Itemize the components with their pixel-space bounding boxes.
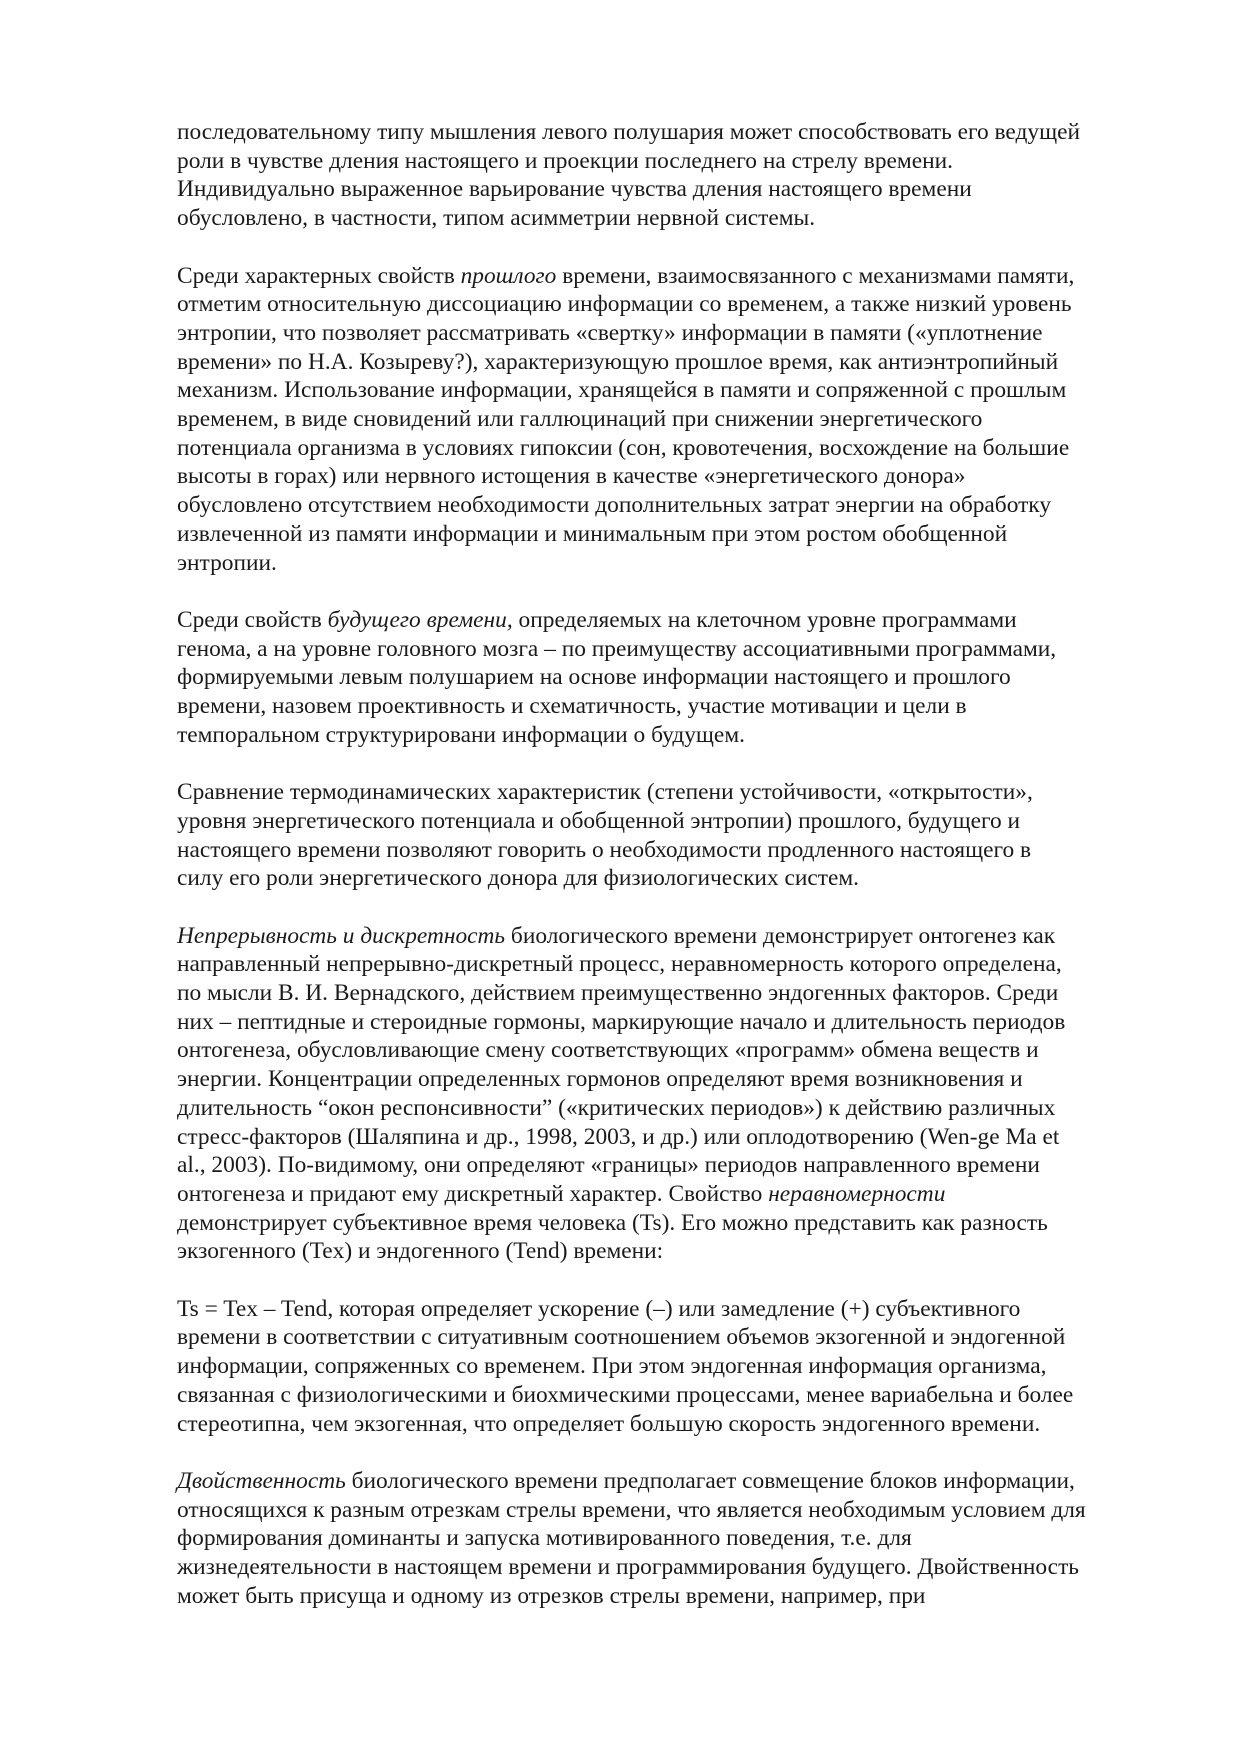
text-run: потенциала организма в условиях гипоксии (сон, кровотечения, восхождение на большие	[177, 434, 1070, 461]
italic-term: неравномерности	[768, 1180, 946, 1207]
text-line	[177, 520, 1162, 549]
text-run: онтогенеза и придают ему дискретный характер. Свойство	[177, 1180, 769, 1207]
paragraph-4	[177, 778, 1162, 893]
text-line	[177, 1352, 1162, 1381]
text-run: Среди свойств	[177, 606, 328, 633]
text-run: временем, в виде сновидений или галлюцинаций при снижении энергетического	[177, 406, 983, 433]
text-run: может быть присуща и одному из отрезков стрелы времени, например, при	[177, 1582, 926, 1609]
text-line	[177, 950, 1162, 979]
text-line	[177, 922, 1162, 951]
text-run: темпоральном структурировани информации о будущем.	[177, 721, 745, 748]
text-run: формирования доминанты и запуска мотивированного поведения, т.е. для	[177, 1525, 912, 1552]
text-run: онтогенеза, обусловливающие смену соответствующих «программ» обмена веществ и	[177, 1037, 1039, 1064]
text-run: роли в чувстве дления настоящего и проекции последнего на стрелу времени.	[177, 147, 953, 174]
text-line	[177, 1036, 1162, 1065]
text-run: Ts = Tex – Tend, которая определяет ускорение (–) или замедление (+) субъективного	[177, 1295, 1021, 1322]
text-run: длительность “окон респонсивности” («критических периодов») к действию различных	[177, 1094, 1056, 1121]
text-line	[177, 807, 1162, 836]
text-run: обусловлено отсутствием необходимости дополнительных затрат энергии на обработку	[177, 492, 1052, 519]
text-line	[177, 204, 1162, 233]
text-run: настоящего времени позволяют говорить о необходимости продленного настоящего в	[177, 836, 1032, 863]
text-line	[177, 635, 1162, 664]
text-run: силу его роли энергетического донора для физиологических систем.	[177, 865, 860, 892]
paragraph-3	[177, 606, 1162, 750]
text-run: Среди характерных свойств	[177, 262, 461, 289]
text-line	[177, 1237, 1162, 1266]
text-run: времени, назовем проективность и схематичность, участие мотивации и цели в	[177, 693, 967, 720]
italic-term: Двойственность	[177, 1467, 346, 1494]
italic-term: Непрерывность и дискретность	[177, 922, 506, 949]
text-line	[177, 1123, 1162, 1152]
text-line	[177, 1180, 1162, 1209]
text-run: них – пептидные и стероидные гормоны, маркирующие начало и длительность периодов	[177, 1008, 1066, 1035]
italic-term: прошлого	[460, 262, 557, 289]
text-line	[177, 290, 1162, 319]
text-run: энергии. Концентрации определенных гормонов определяют время возникновения и	[177, 1066, 1023, 1093]
text-line	[177, 1295, 1162, 1324]
text-run: жизнедеятельности в настоящем времени и программирования будущего. Двойственность	[177, 1554, 1079, 1581]
text-line	[177, 836, 1162, 865]
paragraph-1	[177, 118, 1162, 233]
text-line	[177, 1323, 1162, 1352]
text-run: направленный непрерывно-дискретный процесс, неравномерность которого определена,	[177, 951, 1062, 978]
text-line	[177, 1094, 1162, 1123]
text-run: времени в соответствии с ситуативным соотношением объемов экзогенной и эндогенной	[177, 1324, 1066, 1351]
text-line	[177, 147, 1162, 176]
paragraph-5	[177, 922, 1162, 1266]
text-line	[177, 663, 1162, 692]
text-line	[177, 118, 1162, 147]
text-line	[177, 1524, 1162, 1553]
text-line	[177, 1467, 1162, 1496]
text-run: извлеченной из памяти информации и минимальным при этом ростом обобщенной	[177, 520, 1008, 547]
text-run: биологического времени предполагает совмещение блоков информации,	[345, 1467, 1075, 1494]
text-run: генома, а на уровне головного мозга – по преимуществу ассоциативными программами,	[177, 635, 1057, 662]
document-body	[177, 118, 1162, 1639]
text-line	[177, 549, 1162, 578]
text-run: времени» по Н.А. Козыреву?), характеризующую прошлое время, как антиэнтропийный	[177, 348, 1059, 375]
text-line	[177, 979, 1162, 1008]
text-run: относящихся к разным отрезкам стрелы времени, что является необходимым условием для	[177, 1496, 1086, 1523]
text-line	[177, 692, 1162, 721]
text-line	[177, 262, 1162, 291]
text-run: последовательному типу мышления левого полушария может способствовать его ведущей	[177, 119, 1081, 145]
text-run: al., 2003). По-видимому, они определяют «границы» периодов направленного времени	[177, 1152, 1040, 1179]
text-line	[177, 1008, 1162, 1037]
text-line	[177, 405, 1162, 434]
text-line	[177, 175, 1162, 204]
text-run: высоты в горах) или нервного истощения в качестве «энергетического донора»	[177, 463, 966, 490]
text-run: экзогенного (Tex) и эндогенного (Tend) времени:	[177, 1238, 664, 1265]
italic-term: будущего времени,	[327, 606, 513, 633]
text-line	[177, 319, 1162, 348]
text-run: формируемыми левым полушарием на основе информации настоящего и прошлого	[177, 664, 1011, 691]
text-run: отметим относительную диссоциацию информации со временем, а также низкий уровень	[177, 291, 1072, 318]
text-line	[177, 462, 1162, 491]
text-line	[177, 1410, 1162, 1439]
text-run: стресс-факторов (Шаляпина и др., 1998, 2003, и др.) или оплодотворению (Wen-ge Ma et	[177, 1123, 1060, 1150]
text-line	[177, 376, 1162, 405]
text-line	[177, 1496, 1162, 1525]
text-run: определяемых на клеточном уровне программами	[512, 606, 1017, 633]
text-run: стереотипна, чем экзогенная, что определяет большую скорость эндогенного времени.	[177, 1410, 1041, 1437]
text-line	[177, 864, 1162, 893]
text-run: биологического времени демонстрирует онтогенез как	[505, 922, 1056, 949]
text-line	[177, 434, 1162, 463]
text-run: Сравнение термодинамических характеристик (степени устойчивости, «открытости»,	[177, 779, 1033, 806]
text-run: механизм. Использование информации, хранящейся в памяти и сопряженной с прошлым	[177, 377, 1067, 404]
text-line	[177, 606, 1162, 635]
text-line	[177, 721, 1162, 750]
text-line	[177, 778, 1162, 807]
text-run: уровня энергетического потенциала и обобщенной энтропии) прошлого, будущего и	[177, 807, 1021, 834]
text-line	[177, 348, 1162, 377]
text-run: демонстрирует субъективное время человека (Ts). Его можно представить как разность	[177, 1209, 1048, 1236]
text-run: информации, сопряженных со временем. При этом эндогенная информация организма,	[177, 1353, 1047, 1380]
text-line	[177, 491, 1162, 520]
text-run: Индивидуально выраженное варьирование чувства дления настоящего времени	[177, 176, 972, 203]
text-run: по мысли В. И. Вернадского, действием преимущественно эндогенных факторов. Среди	[177, 980, 1059, 1007]
text-run: обусловлено, в частности, типом асимметрии нервной системы.	[177, 205, 816, 232]
text-run: связанная с физиологическими и биохмическими процессами, менее вариабельна и более	[177, 1381, 1074, 1408]
text-line	[177, 1209, 1162, 1238]
paragraph-6	[177, 1295, 1162, 1439]
paragraph-7	[177, 1467, 1162, 1611]
text-line	[177, 1151, 1162, 1180]
paragraph-2	[177, 262, 1162, 578]
text-line	[177, 1553, 1162, 1582]
text-run: энтропии, что позволяет рассматривать «свертку» информации в памяти («уплотнение	[177, 319, 1043, 346]
text-line	[177, 1065, 1162, 1094]
text-run: энтропии.	[177, 549, 277, 576]
text-line	[177, 1381, 1162, 1410]
text-line	[177, 1582, 1162, 1611]
text-run: времени, взаимосвязанного с механизмами памяти,	[556, 262, 1075, 289]
